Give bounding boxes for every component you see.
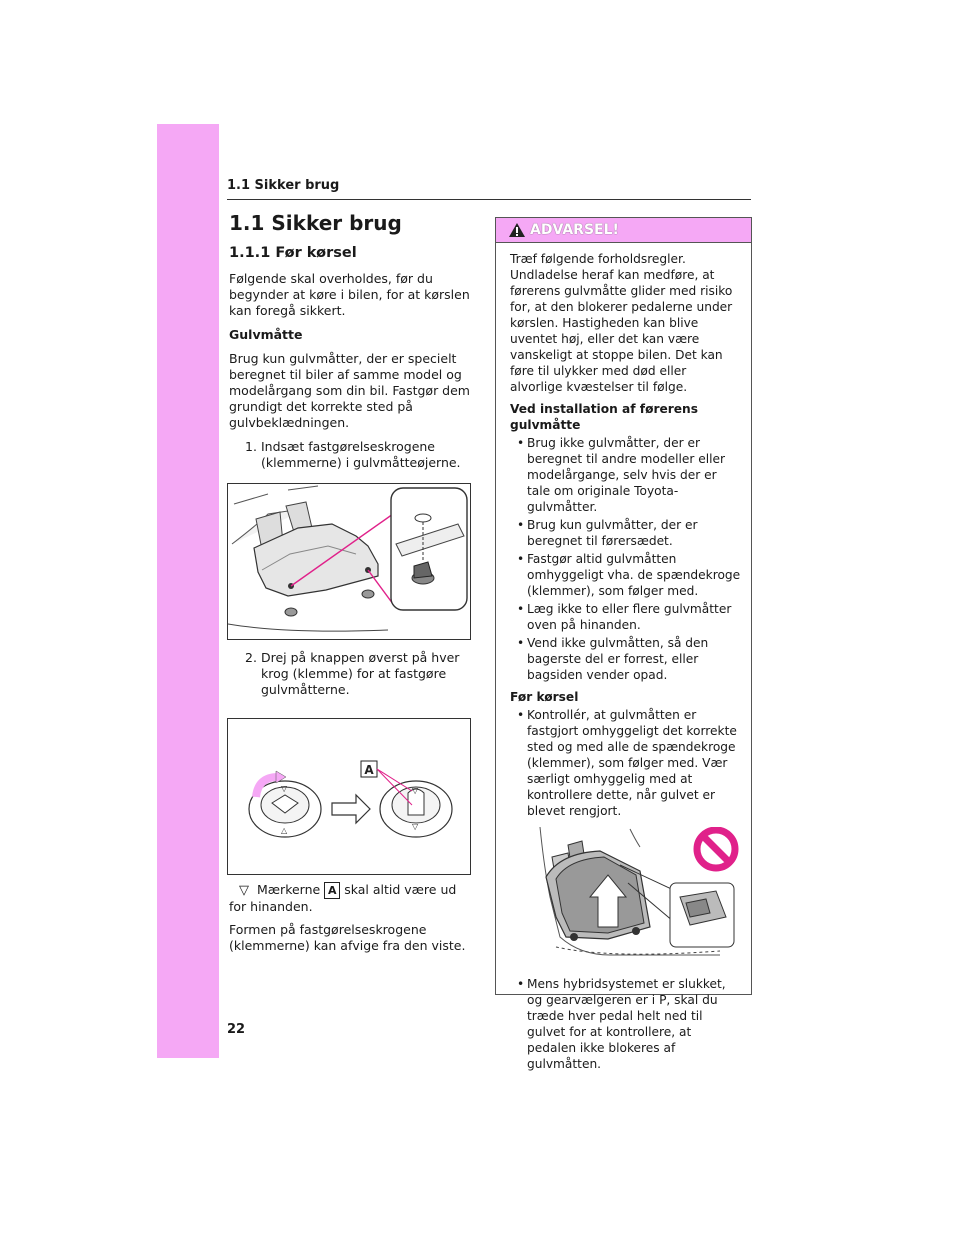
step-1-text: Indsæt fastgørelseskrogene (klemmerne) i gulvmåtteøjerne.: [261, 439, 461, 470]
section-title: 1.1 Sikker brug: [229, 211, 402, 235]
svg-text:△: △: [281, 826, 288, 835]
svg-text:▽: ▽: [412, 822, 419, 831]
closing-note: [229, 922, 474, 954]
warning-title: ADVARSEL!: [530, 222, 619, 238]
step-2-text: Drej på knappen øverst på hver krog (klemme) for at fastgøre gulvmåtterne.: [261, 650, 460, 697]
left-column: [229, 205, 474, 479]
warning-bullet: • Brug ikke gulvmåtter, der er beregnet til andre modeller eller modelårgange, selv hvis der er tale om originale Toyota-gulvmåtter.: [510, 435, 742, 515]
subsection-title: 1.1.1 Før kørsel: [229, 245, 357, 261]
knob-illustration: [228, 719, 470, 874]
left-column-step2: [229, 650, 474, 706]
chapter-tab: [157, 124, 219, 1058]
step-1-number: 1.: [245, 439, 257, 454]
mark-a-badge: A: [324, 882, 340, 899]
note-after: skal altid være ud for hinanden.: [229, 882, 457, 914]
warning-intro: Træf følgende forholdsregler. Undladelse heraf kan medføre, at førerens gulvmåtte glider med risiko for, at den blokerer pedalerne under kørslen. Hastigheden kan blive uventet høj, eller det kan være vanskeligt at stoppe bilen. Det kan føre til ulykker med død eller alvorlige kvæstelser til følge.: [510, 252, 733, 394]
warning-bullet: • Fastgør altid gulvmåtten omhyggeligt vha. de spændekroge (klemmer), som følger med.: [510, 551, 742, 599]
note-before: Mærkerne: [257, 882, 321, 897]
stacked-mats-illustration: [520, 827, 740, 962]
warning-bullet: • Kontrollér, at gulvmåtten er fastgjort omhyggeligt det korrekte sted og med alle de spændekroge (klemmer), som følger med. Vær særligt omhyggelig med at kontrollere dette, når gulvet er blevet rengjort.: [510, 707, 742, 819]
step-2: [245, 650, 474, 698]
svg-text:▽: ▽: [412, 786, 419, 795]
warning-body: [496, 243, 751, 1072]
prohibited-stacked-mats-figure: [520, 827, 742, 962]
warning-bullet: • Vend ikke gulvmåtten, så den bagerste del er forrest, eller bagsiden vender opad.: [510, 635, 742, 683]
header-rule: [227, 199, 751, 200]
warning-box: [495, 217, 752, 1071]
floor-mat-illustration: [228, 484, 470, 639]
warning-section2-heading: Før kørsel: [510, 690, 579, 704]
warning-bullet: • Læg ikke to eller flere gulvmåtter oven på hinanden.: [510, 601, 742, 633]
step-2-number: 2.: [245, 650, 257, 665]
warning-section1-heading: Ved installation af førerens gulvmåtte: [510, 402, 698, 432]
marks-note: [229, 882, 474, 915]
closing-text: Formen på fastgørelseskrogene (klemmerne) kan afvige fra den viste.: [229, 922, 466, 953]
warning-header: [496, 218, 751, 243]
floor-mat-heading: Gulvmåtte: [229, 327, 303, 342]
warning-bullet: • Mens hybridsystemet er slukket, og gearvælgeren er i P, skal du træde hver pedal helt ned til gulvet for at kontrollere, at pedalen ikke blokeres af gulvmåtten.: [510, 976, 742, 1072]
warning-bullet: • Brug kun gulvmåtter, der er beregnet til førersædet.: [510, 517, 742, 549]
svg-text:▽: ▽: [281, 784, 288, 793]
knob-figure: [227, 718, 471, 875]
floor-mat-text: Brug kun gulvmåtter, der er specielt beregnet til biler af samme model og modelårgang som din bil. Fastgør dem grundigt det korrekte sted på gulvbeklædningen.: [229, 351, 470, 430]
step-1: [245, 439, 474, 471]
figure-label-a: A: [364, 763, 374, 777]
intro-text: Følgende skal overholdes, før du begynder at køre i bilen, for at kørslen kan foregå sikkert.: [229, 271, 470, 318]
running-header: 1.1 Sikker brug: [227, 178, 340, 193]
page-number: 22: [227, 1022, 246, 1037]
info-triangle-icon: ▽: [239, 883, 249, 898]
warning-triangle-icon: [508, 222, 526, 238]
floor-mat-figure: [227, 483, 471, 640]
